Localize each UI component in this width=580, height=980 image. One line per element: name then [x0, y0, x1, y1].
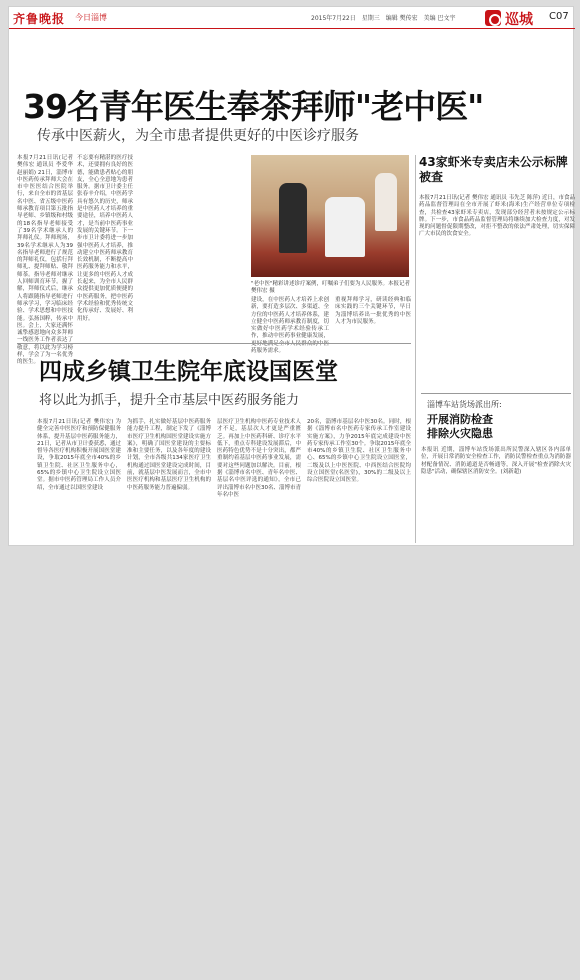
story2-column-4: 20名，淄博市基层名中医30名。同时，根据《淄博市名中医药专家传承工作室建设实施方案》，力争2015年底完成建设中医药专家传承工作室30个。争取2015年底全市40%的乡镇卫生院、社区卫生服务中心、65%的乡镇中心卫生院设立国医堂，二级及以上中医医院、中西医结合医院均设立国医堂(名医堂)，30%的二级及以上综合医院设立国医堂。	[307, 419, 411, 484]
newspaper-edition: 今日淄博	[75, 13, 107, 22]
story1-column-2: 不忘要有精湛的医疗技术，还要拥有良好的医德，能做患者贴心的朋友，全心全意地为患者服务。据市卫计委主任张春辛介绍，中医药学具有悠久的历史，师承是中医药人才培养的重要途径，培养中医药人才，是当前中医药事业发展的关键环节。下一步市卫计委将进一步加强中医药人才培养，推动建立中医药师承教育长效机制，不断提高中医药服务能力和水平，让更多的中医药人才成长起来，为全市人民群众提供更加优质便捷的中医药服务，把中医药学术经验和优秀传统文化传承好、发展好、利用好。	[77, 155, 133, 322]
sidebar-rule	[421, 393, 571, 394]
section-name: 巡城	[505, 12, 533, 28]
side1-title: 43家虾米专卖店未公示标牌被查	[419, 155, 568, 184]
story2-headline: 四成乡镇卫生院年底设国医堂	[39, 359, 338, 385]
story1-column-3: 建设，在中医药人才培养上求创新，要打造多层次、多渠道、全方位的中医药人才培养体系，建立健全中医药师承教育制度，切实做好中医药学术经验传承工作，推动中医药事业健康发展， 药服务需求。	[251, 297, 329, 355]
photo-figure-bowing	[325, 197, 365, 257]
story-divider	[17, 343, 411, 344]
story2-subhead: 将以此为抓手，提升全市基层中医药服务能力	[39, 393, 300, 408]
story1-column-1: 本报7月21日讯(记者 樊伟宏 通讯员 李爱华 赵丽娟) 21日，淄博市中医药传承拜师大会在市中医医结合医院举行，来自全市的省基层名中医、省五级中医药师承教育项目第五批指导老师、乡镇级和村级的18名指导老师接受了39名学术继承人的拜师礼仪。拜师现场，39名学术继承人为39名指导老师进行了规范的拜师礼仪，包括行拜师礼、提拜师贴、敬拜师茶。指导老师对继承人回师训育环节。握了解，拜师仪式后，继承人将跟随指导老师进行师承学习，学习临床经验、学术思想和中医技能。弘扬国粹，传承中医。会上，大家还满怀诚挚感恩地向众多拜师一线医务工作者表达了敬意，将以此为学习榜样，学会了为一名优秀的医生。	[17, 155, 73, 366]
side1-body: 本报7月21日讯(记者 樊伟宏 通讯员 韦先芝 陈萍) 近日，市食品药品监督管理局在全市开展了虾米(海米)生产经营单位专项检查，共检查43家虾米专卖店，发现部分经营者未按规定公示标牌。下一步，市食品药品监督管理局将继续加大检查力度，对发现的问题督促限期整改，对拒不整改的依法严肃处理，切实保障广大市民的饮食安全。	[419, 195, 575, 238]
side2-kicker: 淄博车站货场派出所:	[427, 400, 502, 409]
issue-meta: 2015年7月22日 星期三 编辑 樊传宏 美编 巴文宇	[311, 15, 456, 22]
story2-column-2: 为抓手，扎实做好基层中医药服务能力提升工程，制定下发了《淄博市医疗卫生机构国医堂建设实施方案》，明确了国医堂建设的主要标准和主要任务，以及各年度的建设计划，全市各级共134家医疗卫生机构通过国医堂建设完成时间，目前，就基层中医发展而言，全市中医医疗机构和基层医疗卫生机构的中医药服务能力普遍偏弱。	[127, 419, 211, 491]
story1-headline: 39名青年医生奉茶拜师"老中医"	[23, 87, 484, 126]
sidebar-story-1	[419, 155, 575, 238]
sidebar-divider	[415, 155, 416, 543]
story1-column-4: 重视拜师学习，研读经典和临床实践的三个关键环节，早日为淄博培养出一批优秀的中医人才为市民服务。	[335, 297, 411, 325]
side2-title: 开展消防检查 排除火灾隐患	[427, 413, 493, 440]
photo-caption: "老中医"精彩讲述诊疗案例，叮嘱弟子们要为人民服务。本报记者 樊伟宏 摄	[251, 281, 411, 294]
story1-photo	[251, 155, 409, 277]
photo-figure-standing	[375, 173, 397, 231]
side2-body: 本报讯 近期，淄博车站货场派出所民警深入辖区各内部单位，开展日常消防安全检查工作，消防民警检查重点为消防器材配备情况、消防通道是否畅通等，深入开展"检查消除火灾隐患"活动，确保辖区消防安全。(刘新超)	[421, 447, 571, 475]
section-tag	[485, 9, 541, 27]
story2-column-1: 本报7月21日讯(记者 樊伟宏) 为健全完善中医医疗和预防保健服务体系，提升基层中医药服务能力，21日，记者从市卫计委获悉，通过督导各医疗机构积极开展国医堂建设，争取2015年底全市40%的乡镇卫生院、社区卫生服务中心，65%的乡镇中心卫生院设立国医堂。据市中医药管理局工作人员介绍，全市通过以国医堂建设	[37, 419, 121, 491]
newspaper-page	[8, 6, 574, 546]
page-number: C07	[549, 11, 569, 22]
photo-figure-seated	[279, 183, 307, 253]
section-logo-icon	[485, 10, 501, 26]
page-header	[9, 7, 575, 29]
story2-column-3: 层医疗卫生机构中医药专业技术人才不足，基层次人才更是严重匮乏。再加上中医药科研、诊疗水平低下，重点专科建设发展滞后，中医药特色优势不是十分突出，都严重制约着基层中医药事业发展，需要对这些问题加以解决。目前，根据《淄博市名中医、青年名中医、基层名中医评选的通知》，全市已评出淄博市名中医30名、淄博市青年名中医	[217, 419, 301, 498]
newspaper-brand: 齐鲁晚报	[13, 12, 66, 26]
story1-subhead: 传承中医薪火，为全市患者提供更好的中医诊疗服务	[37, 128, 359, 144]
